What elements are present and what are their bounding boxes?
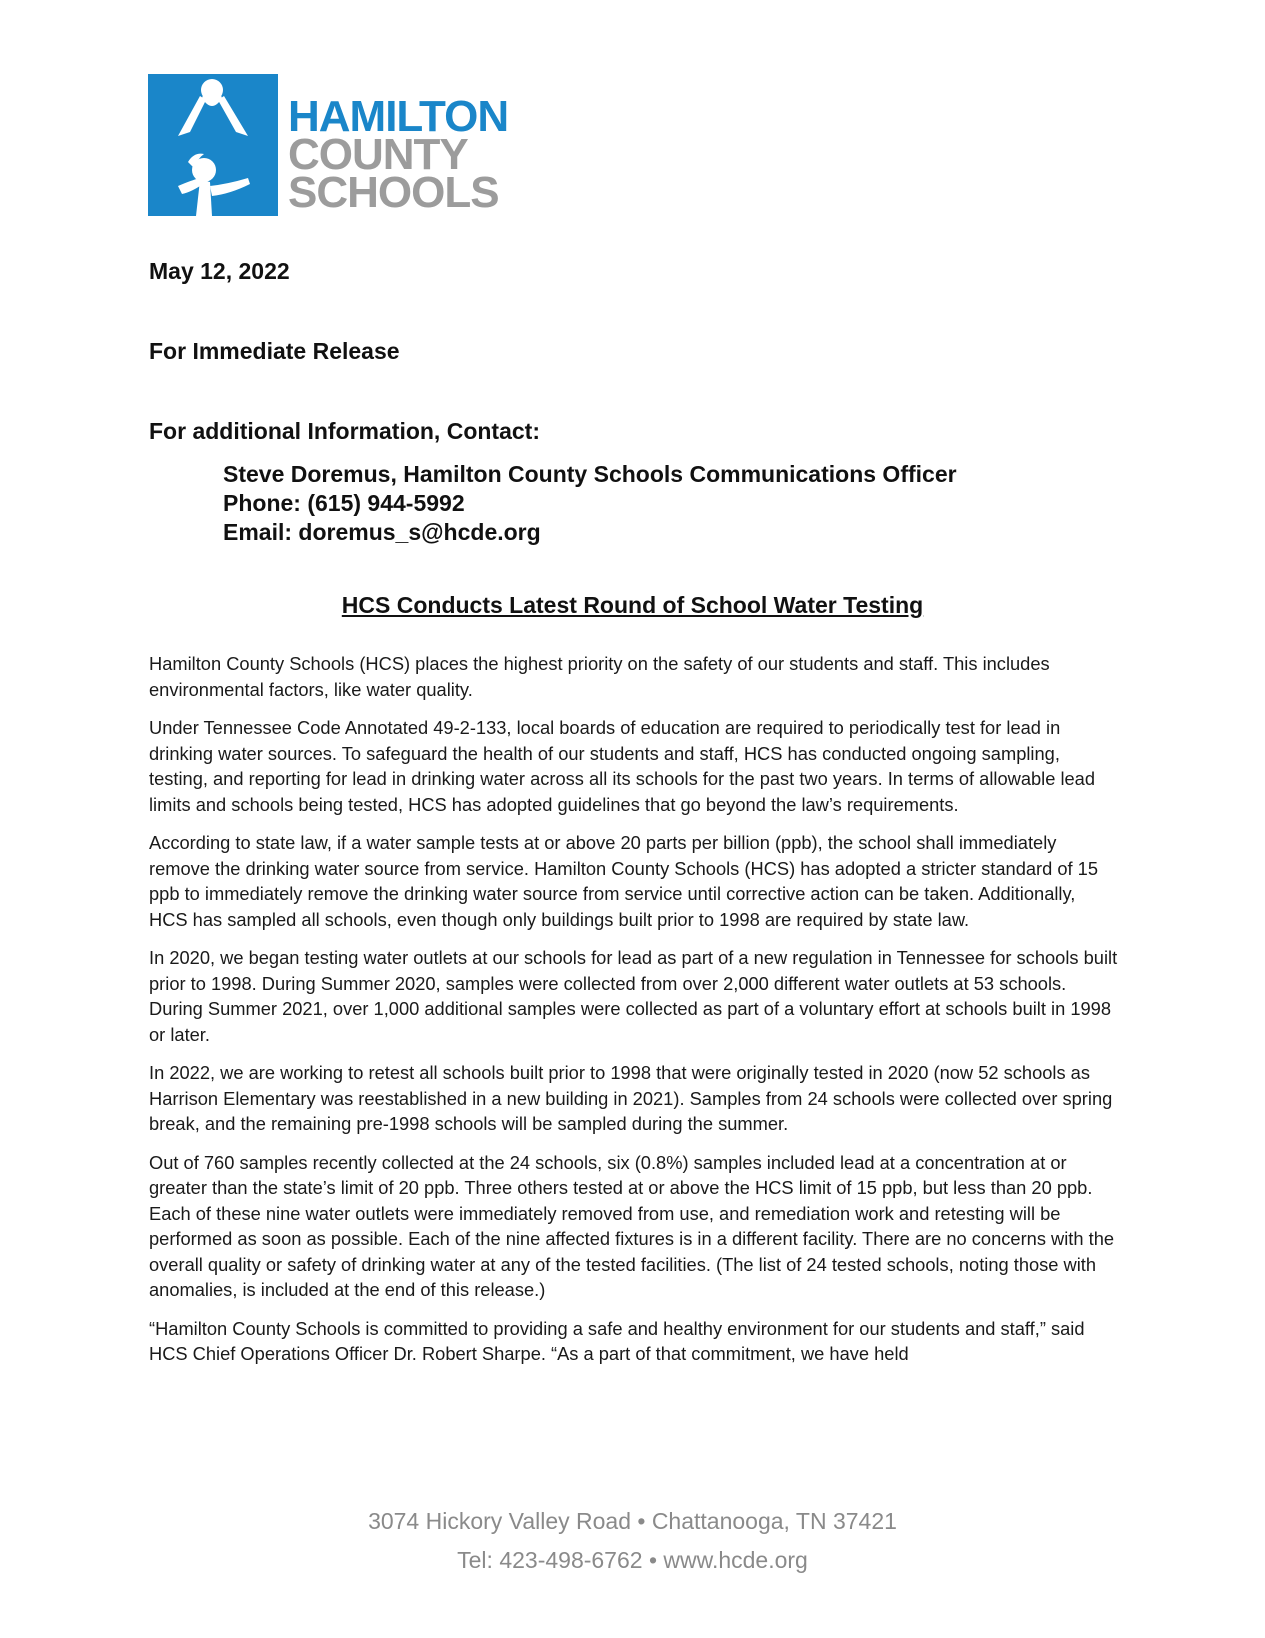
footer-contact: Tel: 423-498-6762 • www.hcde.org — [457, 1547, 808, 1573]
body-text — [149, 651, 1119, 1380]
contact-email: Email: doremus_s@hcde.org — [223, 519, 541, 545]
logo-wordmark — [288, 92, 509, 217]
contact-heading: For additional Information, Contact: — [149, 418, 540, 444]
footer — [0, 1502, 1265, 1580]
logo-emblem — [148, 74, 278, 216]
paragraph: In 2020, we began testing water outlets at our schools for lead as part of a new regulation in Tennessee for schools built prior to 1998. During Summer 2020, samples were collected from over 2,000 different water outlets at 53 schools. During Summer 2021, over 1,000 additional samples were collected as part of a voluntary effort at schools built in 1998 or later. — [149, 947, 1118, 1045]
logo-line-county: COUNTY — [288, 130, 468, 179]
footer-address: 3074 Hickory Valley Road • Chattanooga, TN 37421 — [368, 1508, 897, 1534]
paragraph: In 2022, we are working to retest all schools built prior to 1998 that were originally tested in 2020 (now 52 schools as Harrison Elementary was reestablished in a new building in 2021). Samples from 24 schools were collected over spring break, and the remaining pre-1998 schools will be sampled during the summer. — [149, 1062, 1113, 1134]
contact-name: Steve Doremus, Hamilton County Schools Communications Officer — [223, 461, 957, 487]
children-silhouette-icon — [148, 74, 278, 216]
logo-line-schools: SCHOOLS — [288, 168, 499, 217]
paragraph: According to state law, if a water sample tests at or above 20 parts per billion (ppb), the school shall immediately remove the drinking water source from service. Hamilton County Schools (HCS) has adopted a stricter standard of 15 ppb to immediately remove the drinking water source from service until corrective action can be taken. Additionally, HCS has sampled all schools, even though only buildings built prior to 1998 are required by state law. — [149, 832, 1099, 930]
contact-phone: Phone: (615) 944-5992 — [223, 490, 465, 516]
release-date: May 12, 2022 — [149, 258, 290, 284]
contact-block — [223, 460, 957, 547]
logo-line-hamilton: HAMILTON — [288, 92, 509, 141]
hcs-logo — [148, 74, 518, 216]
paragraph: Out of 760 samples recently collected at the 24 schools, six (0.8%) samples included lead at a concentration at or greater than the state’s limit of 20 ppb. Three others tested at or above the HCS limit of 15 ppb, but less than 20 ppb. Each of these nine water outlets were immediately removed from use, and remediation work and retesting will be performed as soon as possible. Each of the nine affected fixtures is in a different facility. There are no concerns with the overall quality or safety of drinking water at any of the tested facilities. (The list of 24 tested schools, noting those with anomalies, is included at the end of this release.) — [149, 1151, 1115, 1300]
release-type: For Immediate Release — [149, 338, 400, 364]
headline: HCS Conducts Latest Round of School Water Testing — [341, 592, 924, 618]
paragraph: Hamilton County Schools (HCS) places the highest priority on the safety of our students and staff. This includes environmental factors, like water quality. — [149, 653, 1050, 700]
paragraph: “Hamilton County Schools is committed to providing a safe and healthy environment for our students and staff,” said HCS Chief Operations Officer Dr. Robert Sharpe. “As a part of that commitment, we have held — [149, 1317, 1085, 1364]
paragraph: Under Tennessee Code Annotated 49-2-133, local boards of education are required to periodically test for lead in drinking water sources. To safeguard the health of our students and staff, HCS has conducted ongoing sampling, testing, and reporting for lead in drinking water across all its schools for the past two years. In terms of allowable lead limits and schools being tested, HCS has adopted guidelines that go beyond the law’s requirements. — [149, 717, 1096, 815]
